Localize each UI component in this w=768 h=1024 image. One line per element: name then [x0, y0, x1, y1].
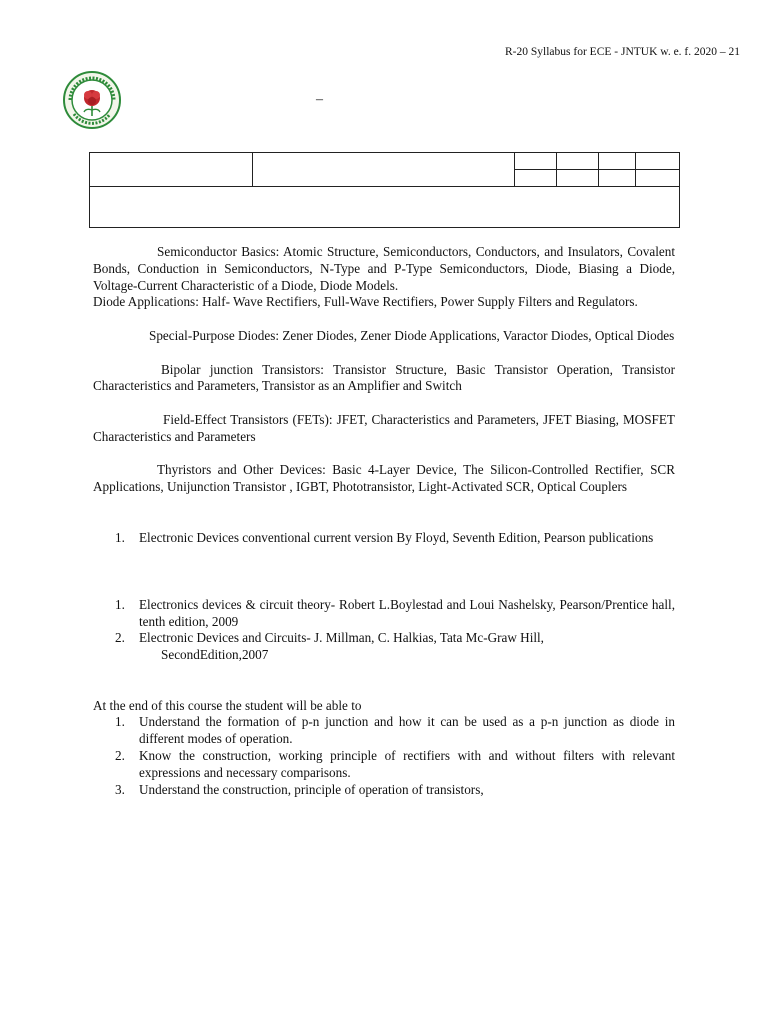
table-cell: [90, 187, 680, 228]
table-cell: [557, 153, 599, 170]
list-number: 1.: [115, 529, 125, 545]
references-list: [93, 597, 675, 664]
table-cell: [253, 153, 515, 187]
outcomes-intro: At the end of this course the student will be able to: [93, 697, 362, 713]
syllabus-content: [93, 244, 675, 798]
unit-5-text: Thyristors and Other Devices: Basic 4-Layer Device, The Silicon-Controlled Rectifier, SCR Applications, Unijunction Transistor , IGBT, Phototransistor, Light-Activated SCR, Optical Couplers: [93, 462, 675, 495]
unit-3-text: Bipolar junction Transistors: Transistor Structure, Basic Transistor Operation, Transistor Characteristics and Parameters, Transistor as an Amplifier and Switch: [93, 361, 675, 394]
table-cell: [636, 170, 680, 187]
list-text: Understand the formation of p-n junction and how it can be used as a p-n junction as diode in different modes of operation.: [139, 714, 675, 747]
table-cell: [599, 170, 636, 187]
list-text-continuation: SecondEdition,2007: [161, 647, 269, 663]
table-cell: [557, 170, 599, 187]
running-header: R-20 Syllabus for ECE - JNTUK w. e. f. 2020 – 21: [505, 46, 740, 58]
list-item: [93, 714, 675, 748]
textbooks-list: [93, 530, 675, 547]
list-item: [93, 782, 675, 799]
list-text: Electronic Devices conventional current version By Floyd, Seventh Edition, Pearson publications: [139, 529, 654, 545]
list-text: Know the construction, working principle of rectifiers with and without filters with relevant expressions and necessary comparisons.: [139, 747, 675, 780]
list-number: 2.: [115, 747, 125, 763]
unit-1-applications-text: Diode Applications: Half- Wave Rectifiers, Full-Wave Rectifiers, Power Supply Filters and Regulators.: [93, 294, 638, 310]
table-cell: [636, 153, 680, 170]
course-info-table: [89, 152, 680, 228]
unit-4-text: Field-Effect Transistors (FETs): JFET, Characteristics and Parameters, JFET Biasing, MOSFET Characteristics and Parameters: [93, 411, 675, 444]
list-text: Electronics devices & circuit theory- Robert L.Boylestad and Loui Nashelsky, Pearson/Prentice hall, tenth edition, 2009: [139, 596, 675, 629]
unit-1-text: Semiconductor Basics: Atomic Structure, Semiconductors, Conductors, and Insulators, Covalent Bonds, Conduction in Semiconductors, N-Type and P-Type Semiconductors, Diode, Biasing a Diode, Voltage-Current Characteristic of a Diode, Diode Models.: [93, 244, 675, 293]
list-text: Electronic Devices and Circuits- J. Millman, C. Halkias, Tata Mc-Graw Hill,: [139, 630, 544, 646]
list-item: [93, 530, 675, 547]
table-cell: [90, 153, 253, 187]
list-text: Understand the construction, principle of operation of transistors,: [139, 781, 484, 797]
table-cell: [515, 153, 557, 170]
list-number: 3.: [115, 781, 125, 797]
list-item: [93, 630, 675, 664]
unit-2-text: Special-Purpose Diodes: Zener Diodes, Zener Diode Applications, Varactor Diodes, Optical Diodes: [149, 327, 675, 343]
course-title-dash: –: [316, 92, 323, 107]
table-cell: [599, 153, 636, 170]
list-number: 1.: [115, 596, 125, 612]
list-item: [93, 748, 675, 782]
list-number: 2.: [115, 630, 125, 646]
outcomes-list: [93, 714, 675, 798]
list-item: [93, 597, 675, 631]
list-number: 1.: [115, 714, 125, 730]
university-logo: [62, 70, 122, 130]
table-cell: [515, 170, 557, 187]
